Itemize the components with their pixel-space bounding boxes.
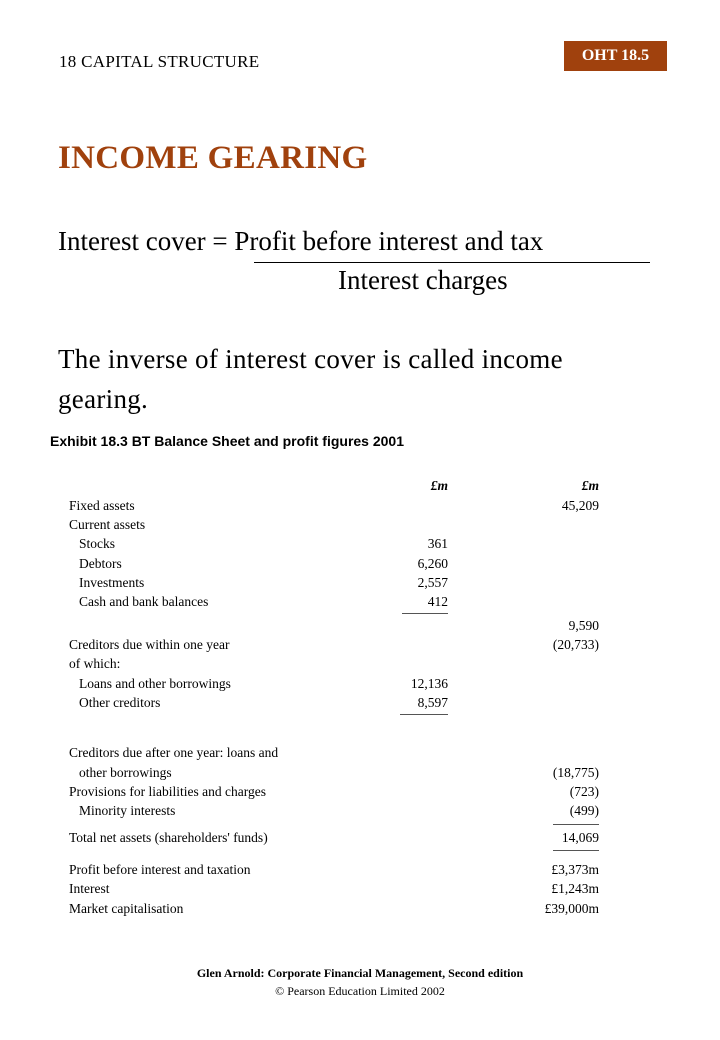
table-row bbox=[0, 862, 720, 880]
table-row bbox=[0, 498, 720, 516]
row-value-col2: £39,000m bbox=[544, 901, 599, 916]
footer-book-credit: Glen Arnold: Corporate Financial Management, Second edition bbox=[196, 966, 524, 980]
row-value-col2: (499) bbox=[569, 803, 599, 818]
total-rule bbox=[553, 850, 599, 851]
table-row bbox=[0, 536, 720, 554]
table-row bbox=[0, 830, 720, 848]
slide-title: INCOME GEARING bbox=[58, 140, 368, 176]
row-label: of which: bbox=[69, 656, 121, 671]
column-header-1: £m bbox=[430, 478, 448, 493]
table-row bbox=[0, 901, 720, 919]
exhibit-title: Exhibit 18.3 BT Balance Sheet and profit figures 2001 bbox=[50, 433, 404, 449]
fraction-bar bbox=[254, 262, 650, 263]
row-label: Interest bbox=[69, 881, 110, 896]
row-label: Loans and other borrowings bbox=[79, 676, 231, 691]
chapter-heading: 18 CAPITAL STRUCTURE bbox=[59, 52, 260, 71]
row-value-col1: 6,260 bbox=[417, 556, 448, 571]
row-label: Creditors due within one year bbox=[69, 637, 230, 652]
row-label: Stocks bbox=[79, 536, 116, 551]
row-value-col1: 361 bbox=[427, 536, 448, 551]
row-value-col2: (20,733) bbox=[552, 637, 599, 652]
formula-line bbox=[58, 226, 543, 257]
row-value-col2: 14,069 bbox=[561, 830, 599, 845]
table-row bbox=[0, 618, 720, 636]
subtotal-rule bbox=[402, 613, 448, 614]
table-row bbox=[0, 594, 720, 612]
formula-lhs: Interest cover = bbox=[58, 226, 235, 256]
row-value-col2: (18,775) bbox=[552, 765, 599, 780]
row-label: Fixed assets bbox=[69, 498, 135, 513]
table-row bbox=[0, 637, 720, 655]
row-value-col2: 9,590 bbox=[568, 618, 599, 633]
row-label: Other creditors bbox=[79, 695, 161, 710]
row-label: Current assets bbox=[69, 517, 146, 532]
row-value-col1: 412 bbox=[427, 594, 448, 609]
column-header-row bbox=[0, 478, 720, 496]
footer-copyright: © Pearson Education Limited 2002 bbox=[275, 984, 445, 998]
row-label: Debtors bbox=[79, 556, 122, 571]
row-value-col1: 8,597 bbox=[417, 695, 448, 710]
row-label: other borrowings bbox=[79, 765, 172, 780]
row-value-col2: £3,373m bbox=[551, 862, 599, 877]
oht-badge: OHT 18.5 bbox=[564, 41, 667, 71]
table-row bbox=[0, 784, 720, 802]
table-row bbox=[0, 556, 720, 574]
table-row bbox=[0, 656, 720, 674]
table-row bbox=[0, 676, 720, 694]
row-label: Market capitalisation bbox=[69, 901, 184, 916]
statement-text: The inverse of interest cover is called income gearing. bbox=[58, 344, 563, 414]
subtotal-rule bbox=[553, 824, 599, 825]
row-label: Cash and bank balances bbox=[79, 594, 209, 609]
formula-numerator: Profit before interest and tax bbox=[234, 226, 544, 256]
row-label: Minority interests bbox=[79, 803, 176, 818]
row-label: Provisions for liabilities and charges bbox=[69, 784, 266, 799]
table-row bbox=[0, 765, 720, 783]
table-row bbox=[0, 517, 720, 535]
column-header-2: £m bbox=[581, 478, 599, 493]
formula-denominator: Interest charges bbox=[338, 265, 508, 295]
table-row bbox=[0, 575, 720, 593]
row-value-col1: 2,557 bbox=[417, 575, 448, 590]
table-row bbox=[0, 695, 720, 713]
row-label: Profit before interest and taxation bbox=[69, 862, 251, 877]
table-row bbox=[0, 881, 720, 899]
row-label: Total net assets (shareholders' funds) bbox=[69, 830, 268, 845]
row-label: Investments bbox=[79, 575, 145, 590]
subtotal-rule bbox=[400, 714, 448, 715]
row-label: Creditors due after one year: loans and bbox=[69, 745, 279, 760]
table-row bbox=[0, 803, 720, 821]
row-value-col1: 12,136 bbox=[410, 676, 448, 691]
table-row bbox=[0, 745, 720, 763]
row-value-col2: (723) bbox=[569, 784, 599, 799]
row-value-col2: 45,209 bbox=[561, 498, 599, 513]
row-value-col2: £1,243m bbox=[551, 881, 599, 896]
